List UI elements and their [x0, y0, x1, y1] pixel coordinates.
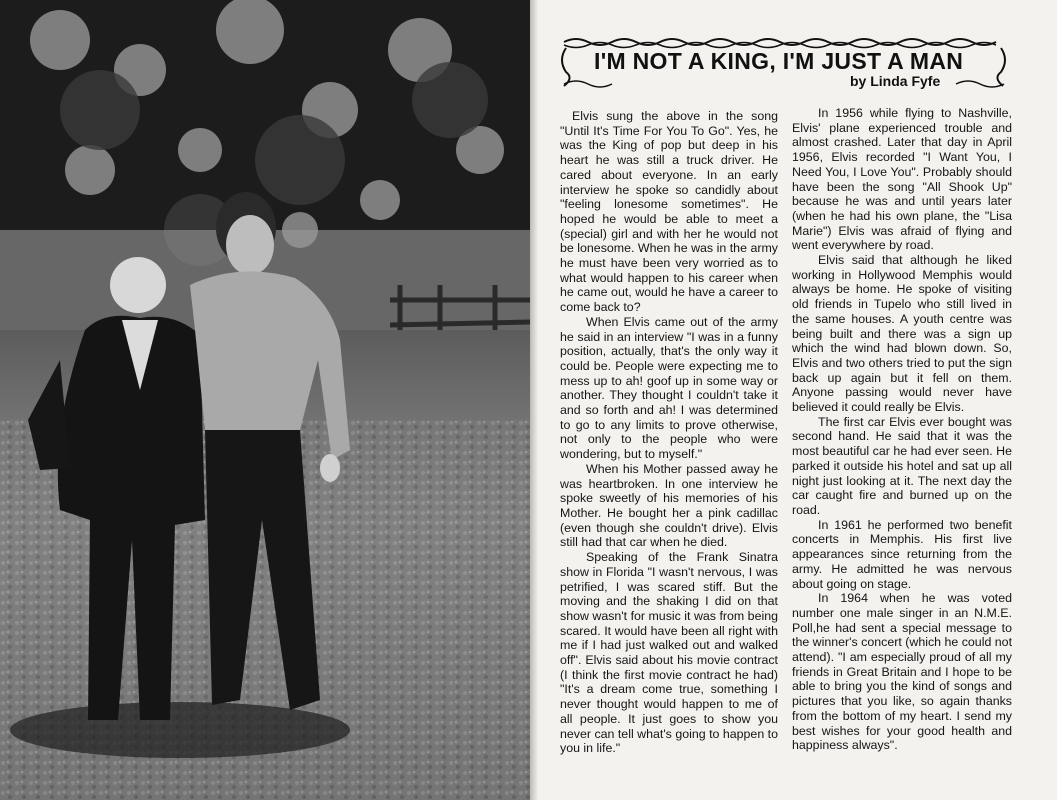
paragraph: Elvis sung the above in the song "Until It's Time For You To Go". Yes, he was the King of pop but deep in his heart he was still a truck driver. He cared about everyone. In an early interview he spoke so candidly about "feeling lonesome sometimes". He hoped he would be able to meet a (special) girl and with her he would not be lonesome. When he was in the army he must have been very worried as to what would happen to his career when he came out, would he have a career to come back to? — [560, 109, 778, 315]
paragraph: Elvis said that although he liked working in Hollywood Memphis would always be home. He spoke of visiting old friends in Tupelo who still lived in the same houses. A youth centre was being built and there was a sign up which the wind had blown down. So, Elvis and two others tried to put the sign back up again but it fell on them. Anyone passing would never have believed it could really be Elvis. — [792, 253, 1012, 415]
paragraph: When his Mother passed away he was heartbroken. In one interview he spoke sweetly of his memories of his Mother. He bought her a pink cadillac (even though she couldn't drive). Elvis still had that car when he died. — [560, 461, 778, 550]
title-banner — [556, 34, 1011, 90]
page-gutter — [530, 0, 538, 800]
paragraph: In 1956 while flying to Nashville, Elvis' plane experienced trouble and almost crashed. Later that day in April 1956, Elvis recorded "I Want You, I Need You, I Love You". Probably should have been the song "All Shook Up" because he was and until years later (when he had his own plane, the "Lisa Marie") Elvis was afraid of flying and went everywhere by road. — [792, 106, 1012, 253]
paragraph: Speaking of the Frank Sinatra show in Florida "I wasn't nervous, I was petrified, I was scared stiff. But the moving and the shaking I did on that show wasn't for music it was from being scared. It would have been all right with me if I had just walked out and walked off". Elvis said about his movie contract (I think the first movie contract he had) "It's a dream come true, something I never thought would happen to me of all people. It just goes to show you never can tell what's going to happen to you in life." — [560, 550, 778, 756]
article-column-left — [560, 109, 778, 756]
article-title: I'M NOT A KING, I'M JUST A MAN — [594, 48, 964, 74]
paragraph: When Elvis came out of the army he said in an interview "I was in a funny position, actually, that's the only way it could be. People were expecting me to mess up to ah! goof up in some way or another. They thought I couldn't take it and so forth and ah! I was determined to go to any limits to prove otherwise, not only to the people who were wondering, but to myself." — [560, 314, 778, 462]
paragraph: The first car Elvis ever bought was second hand. He said that it was the most beautiful car he had ever seen. He parked it outside his hotel and sat up all night just looking at it. The next day the car caught fire and burned up on the road. — [792, 414, 1012, 517]
article-page — [538, 0, 1057, 800]
paragraph: In 1964 when he was voted number one male singer in an N.M.E. Poll,he had sent a special message to the winner's concert (which he could not attend). "I am especially proud of all my friends in Great Britain and I hope to be able to bring you the kind of songs and pictures that you like, so again thanks from the bottom of my heart. I send my best wishes for your good health and happiness always". — [792, 591, 1013, 753]
paragraph: In 1961 he performed two benefit concerts in Memphis. His first live appearances since returning from the army. He admitted he was nervous about going on stage. — [792, 517, 1012, 591]
article-byline: by Linda Fyfe — [850, 73, 941, 89]
article-column-right — [792, 106, 1012, 753]
